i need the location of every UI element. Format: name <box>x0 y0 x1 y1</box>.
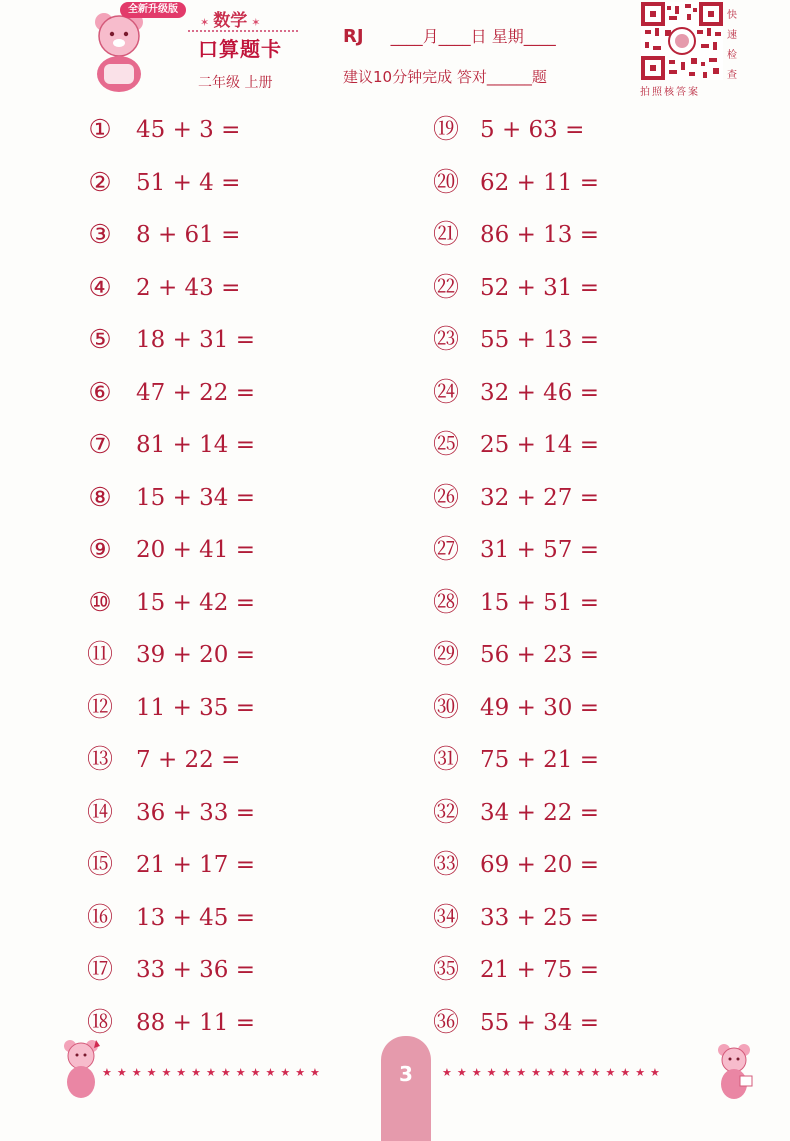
star-icon: ✶ <box>251 16 261 29</box>
problem-expression: 51 + 4 = <box>136 169 241 196</box>
page-footer <box>0 1036 790 1141</box>
problem-expression: 21 + 17 = <box>136 852 256 879</box>
page-tab <box>381 1036 431 1141</box>
problem-row <box>432 629 732 682</box>
problem-expression: 5 + 63 = <box>480 117 585 144</box>
problem-number: ⑩ <box>88 587 112 618</box>
problem-row <box>86 944 386 997</box>
problem-number: ③ <box>88 220 112 251</box>
problem-expression: 52 + 31 = <box>480 274 600 301</box>
stars-divider-left: ★★★★★★★★★★★★★★★ <box>102 1066 325 1079</box>
problem-expression: 31 + 57 = <box>480 537 600 564</box>
problem-number: ㉑ <box>432 220 459 251</box>
page-header <box>0 0 790 110</box>
problem-number: ① <box>88 115 112 146</box>
edition-code: RJ <box>343 26 364 47</box>
problem-number: ㉟ <box>432 955 459 986</box>
problem-number: ㉘ <box>432 587 459 618</box>
problem-row <box>432 577 732 630</box>
problem-number: ⑰ <box>86 955 113 986</box>
problem-number: ㉒ <box>432 272 459 303</box>
problem-number: ㉓ <box>432 325 459 356</box>
problem-expression: 15 + 42 = <box>136 589 256 616</box>
problem-row <box>86 892 386 945</box>
problem-expression: 39 + 20 = <box>136 642 256 669</box>
problem-expression: 33 + 36 = <box>136 957 256 984</box>
problem-number: ⑨ <box>88 535 112 566</box>
problem-number: ⑬ <box>86 745 113 776</box>
qr-caption: 拍照核答案 <box>640 87 700 98</box>
problem-expression: 55 + 34 = <box>480 1009 600 1036</box>
problem-expression: 55 + 13 = <box>480 327 600 354</box>
problem-expression: 88 + 11 = <box>136 1009 256 1036</box>
problems-column-left <box>86 104 386 1049</box>
problem-expression: 8 + 61 = <box>136 222 241 249</box>
qr-side-char: 速 <box>727 30 737 41</box>
problem-row <box>86 472 386 525</box>
page-number: 3 <box>399 1062 413 1086</box>
qr-side-char: 快 <box>727 10 737 21</box>
problem-expression: 25 + 14 = <box>480 432 600 459</box>
qr-side-char: 查 <box>727 70 737 81</box>
problem-row <box>86 367 386 420</box>
problem-row <box>432 314 732 367</box>
problem-expression: 49 + 30 = <box>480 694 600 721</box>
qr-code-icon[interactable] <box>641 2 723 80</box>
problem-row <box>432 944 732 997</box>
divider <box>188 30 298 32</box>
problem-expression: 32 + 46 = <box>480 379 600 406</box>
problem-row <box>86 577 386 630</box>
book-title: 口算题卡 <box>198 37 282 61</box>
problem-number: ㉜ <box>432 797 459 828</box>
problem-row <box>86 419 386 472</box>
problem-row <box>432 419 732 472</box>
problem-row <box>86 209 386 262</box>
problem-row <box>86 157 386 210</box>
problem-number: ⑯ <box>86 902 113 933</box>
problem-number: ⑥ <box>88 377 112 408</box>
problem-row <box>86 682 386 735</box>
problem-row <box>432 472 732 525</box>
problem-row <box>432 892 732 945</box>
problem-expression: 81 + 14 = <box>136 432 256 459</box>
date-fields: ____月____日 星期____ <box>390 27 556 46</box>
problem-number: ㊱ <box>432 1007 459 1038</box>
problem-expression: 69 + 20 = <box>480 852 600 879</box>
problem-number: ⑭ <box>86 797 113 828</box>
problem-number: ㉖ <box>432 482 459 513</box>
problem-row <box>432 682 732 735</box>
suggestion-line: 建议10分钟完成 答对______题 <box>343 68 547 86</box>
problem-row <box>86 629 386 682</box>
problem-expression: 62 + 11 = <box>480 169 600 196</box>
problem-expression: 86 + 13 = <box>480 222 600 249</box>
edition-badge: 全新升级版 <box>120 2 186 18</box>
problem-expression: 13 + 45 = <box>136 904 256 931</box>
problem-row <box>86 787 386 840</box>
problem-number: ㉕ <box>432 430 459 461</box>
problem-number: ⑧ <box>88 482 112 513</box>
problem-number: ㉞ <box>432 902 459 933</box>
problem-row <box>432 839 732 892</box>
problem-row <box>432 262 732 315</box>
problem-expression: 21 + 75 = <box>480 957 600 984</box>
problem-number: ㉔ <box>432 377 459 408</box>
problem-expression: 45 + 3 = <box>136 117 241 144</box>
problem-expression: 75 + 21 = <box>480 747 600 774</box>
problem-expression: 2 + 43 = <box>136 274 241 301</box>
bear-footer-icon <box>58 1036 108 1104</box>
problem-number: ㉗ <box>432 535 459 566</box>
problem-number: ⑲ <box>432 115 459 146</box>
problem-number: ㉝ <box>432 850 459 881</box>
problem-expression: 20 + 41 = <box>136 537 256 564</box>
problem-number: ㉚ <box>432 692 459 723</box>
problem-expression: 36 + 33 = <box>136 799 256 826</box>
problem-row <box>86 734 386 787</box>
problem-number: ② <box>88 167 112 198</box>
problem-number: ⑱ <box>86 1007 113 1038</box>
subject-label <box>196 6 264 31</box>
subject-text: 数学 <box>213 11 248 31</box>
problem-row <box>86 262 386 315</box>
problem-number: ㉛ <box>432 745 459 776</box>
date-line <box>343 24 556 47</box>
problem-number: ⑳ <box>432 167 459 198</box>
problem-row <box>432 524 732 577</box>
qr-side-label <box>727 6 741 86</box>
problem-number: ⑪ <box>86 640 113 671</box>
grade-label: 二年级 上册 <box>198 75 273 91</box>
problem-row <box>86 314 386 367</box>
problem-expression: 33 + 25 = <box>480 904 600 931</box>
problem-row <box>432 787 732 840</box>
problems-column-right <box>432 104 732 1049</box>
problem-number: ⑦ <box>88 430 112 461</box>
problem-expression: 32 + 27 = <box>480 484 600 511</box>
problem-expression: 7 + 22 = <box>136 747 241 774</box>
problem-row <box>432 734 732 787</box>
problem-expression: 15 + 34 = <box>136 484 256 511</box>
problem-expression: 47 + 22 = <box>136 379 256 406</box>
problem-row <box>432 104 732 157</box>
stars-divider-right: ★★★★★★★★★★★★★★★ <box>442 1066 665 1079</box>
problem-expression: 11 + 35 = <box>136 694 256 721</box>
problem-number: ⑫ <box>86 692 113 723</box>
problem-number: ㉙ <box>432 640 459 671</box>
problem-row <box>86 104 386 157</box>
problem-expression: 34 + 22 = <box>480 799 600 826</box>
problem-number: ⑤ <box>88 325 112 356</box>
problem-row <box>432 209 732 262</box>
problem-expression: 18 + 31 = <box>136 327 256 354</box>
problem-row <box>86 524 386 577</box>
bear-footer-icon <box>712 1040 758 1104</box>
problem-row <box>432 157 732 210</box>
star-icon: ✶ <box>200 16 210 29</box>
problem-expression: 56 + 23 = <box>480 642 600 669</box>
qr-side-char: 检 <box>727 50 737 61</box>
problem-row <box>432 367 732 420</box>
problem-row <box>86 839 386 892</box>
problem-expression: 15 + 51 = <box>480 589 600 616</box>
problem-number: ⑮ <box>86 850 113 881</box>
problem-number: ④ <box>88 272 112 303</box>
